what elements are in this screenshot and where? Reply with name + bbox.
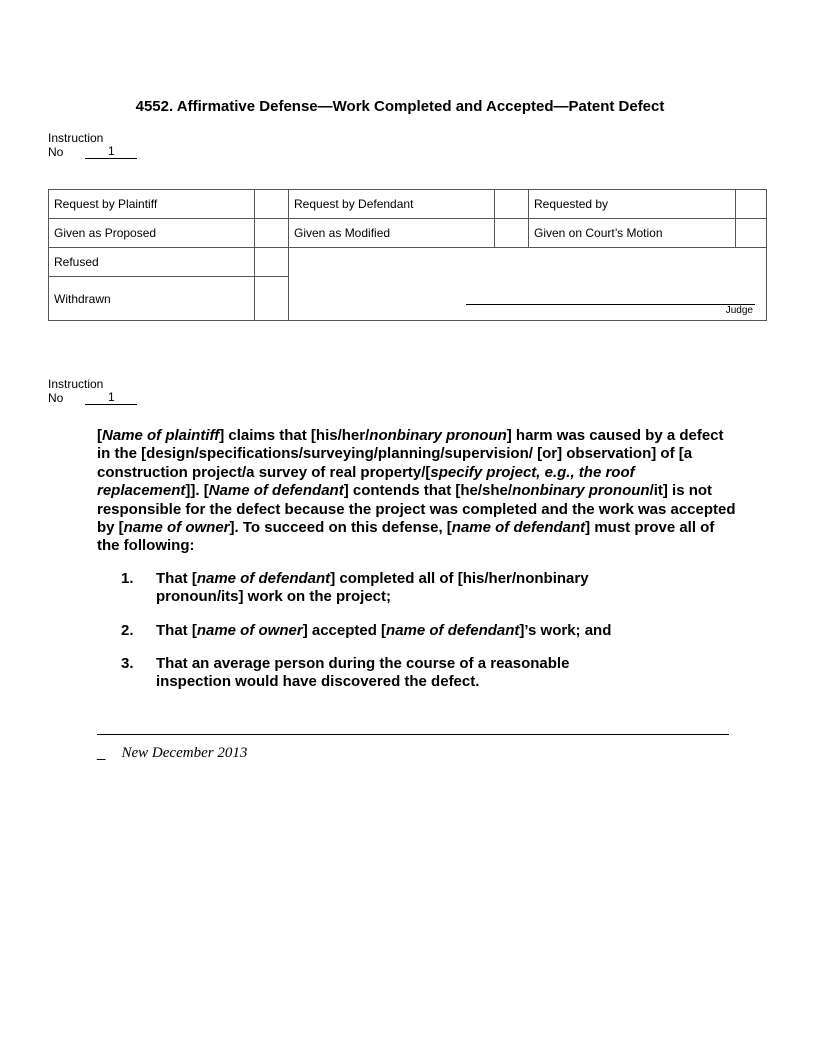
judge-signature-cell bbox=[289, 248, 767, 321]
no-value-field[interactable]: 1 bbox=[85, 145, 137, 159]
requested-by-label: Requested by bbox=[529, 190, 736, 219]
placeholder-text: nonbinary pronoun bbox=[512, 482, 650, 500]
given-on-courts-motion-box[interactable] bbox=[736, 219, 767, 248]
judge-signature-line[interactable] bbox=[466, 304, 755, 305]
placeholder-text: Name of defendant bbox=[208, 482, 344, 500]
list-item bbox=[97, 570, 737, 607]
instruction-number-top bbox=[48, 131, 137, 159]
list-item-text: That [name of defendant] completed all of [his/her/nonbinary pronoun/its] work on the project; bbox=[156, 569, 589, 606]
list-item-text: That an average person during the course of a reasonable inspection would have discovered the defect. bbox=[156, 655, 570, 691]
no-value-field[interactable]: 1 bbox=[85, 391, 137, 405]
request-table bbox=[48, 189, 767, 321]
history-text: New December 2013 bbox=[121, 745, 248, 761]
instruction-title: 4552. Affirmative Defense—Work Completed and Accepted—Patent Defect bbox=[135, 98, 665, 115]
request-by-defendant-box[interactable] bbox=[495, 190, 529, 219]
judge-label: Judge bbox=[725, 305, 753, 316]
list-item-text: That [name of owner] accepted [name of defendant]’s work; and bbox=[156, 621, 612, 639]
placeholder-text: name of defendant bbox=[196, 569, 331, 587]
given-as-proposed-box[interactable] bbox=[255, 219, 289, 248]
list-item bbox=[97, 622, 737, 640]
placeholder-text: Name of plaintiff bbox=[102, 427, 220, 444]
instruction-paragraph: [Name of plaintiff] claims that [his/her/nonbinary pronoun] harm was caused by a defect in the [design/specifications/surveying/planning/supervision/ [or] observation] of [a construction project/a survey of real property/[specify project, e.g., the roof replacement]]. [Name of defendant] contends that [he/she/nonbinary pronoun/it] is not responsible for the defect because the project was completed and the work was accepted by [name of owner]. To succeed on this defense, [name of defendant] must prove all of the following: bbox=[97, 427, 736, 555]
given-as-modified-box[interactable] bbox=[495, 219, 529, 248]
placeholder-text: nonbinary pronoun bbox=[369, 427, 507, 444]
instruction-body bbox=[97, 427, 737, 707]
requested-by-box[interactable] bbox=[736, 190, 767, 219]
request-by-plaintiff-label: Request by Plaintiff bbox=[49, 190, 255, 219]
no-label: No bbox=[48, 145, 64, 159]
placeholder-text: name of owner bbox=[196, 621, 303, 639]
instruction-label: Instruction bbox=[48, 131, 104, 145]
list-item-number: 1. bbox=[121, 569, 134, 587]
no-label: No bbox=[48, 391, 64, 405]
request-by-plaintiff-box[interactable] bbox=[255, 190, 289, 219]
divider-line bbox=[97, 734, 729, 735]
list-item bbox=[97, 655, 737, 692]
given-on-courts-motion-label: Given on Court’s Motion bbox=[529, 219, 736, 248]
placeholder-text: name of defendant bbox=[451, 519, 586, 537]
instruction-number-bottom bbox=[48, 377, 137, 405]
given-as-modified-label: Given as Modified bbox=[289, 219, 495, 248]
request-by-defendant-label: Request by Defendant bbox=[289, 190, 495, 219]
elements-list bbox=[97, 570, 737, 692]
history-dash: _ bbox=[97, 744, 106, 761]
given-as-proposed-label: Given as Proposed bbox=[49, 219, 255, 248]
withdrawn-label: Withdrawn bbox=[49, 277, 255, 321]
list-item-number: 3. bbox=[121, 655, 134, 673]
placeholder-text: specify project, e.g., the roof replacement bbox=[97, 463, 635, 500]
refused-box[interactable] bbox=[255, 248, 289, 277]
history-note bbox=[97, 744, 247, 762]
instruction-label: Instruction bbox=[48, 377, 104, 391]
withdrawn-box[interactable] bbox=[255, 277, 289, 321]
refused-label: Refused bbox=[49, 248, 255, 277]
list-item-number: 2. bbox=[121, 621, 134, 639]
placeholder-text: name of owner bbox=[123, 519, 230, 537]
placeholder-text: name of defendant bbox=[386, 621, 520, 639]
